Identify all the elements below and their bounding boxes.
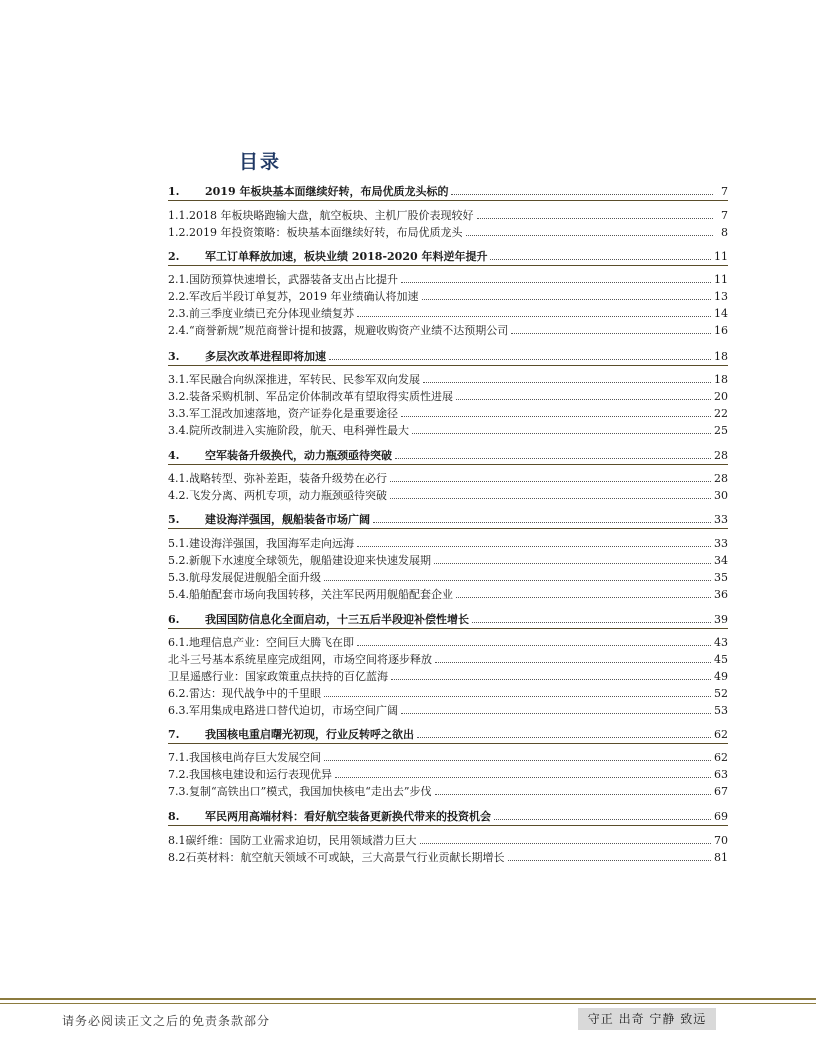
toc-entry-label: 新舰下水速度全球领先，舰船建设迎来快速发展期 [189, 554, 431, 567]
toc-dot-leader [494, 818, 711, 820]
toc-entry-page: 18 [714, 350, 728, 363]
toc-entry-page: 33 [714, 537, 728, 550]
toc-dot-leader [324, 759, 711, 761]
toc-dot-leader [456, 398, 711, 400]
toc-entry-label: 雷达：现代战争中的千里眼 [189, 687, 321, 700]
toc-dot-leader [324, 695, 711, 697]
toc-section-entry[interactable] [168, 609, 728, 626]
toc-dot-leader [390, 497, 711, 499]
toc-entry-label: 2018 年板块略跑输大盘，航空板块、主机厂股价表现较好 [189, 209, 474, 222]
toc-entry-page: 36 [714, 588, 728, 601]
toc-dot-leader [422, 298, 712, 300]
toc-entry-page: 7 [721, 209, 728, 222]
toc-section-entry[interactable] [168, 445, 728, 462]
toc-entry-number: 3.2. [168, 390, 189, 403]
toc-entry-label: 北斗三号基本系统星座完成组网，市场空间将逐步释放 [168, 653, 432, 666]
toc-entry-number: 7.1. [168, 751, 189, 764]
toc-entry-number: 5. [168, 513, 180, 526]
toc-entry-label: 多层次改革进程即将加速 [205, 350, 326, 363]
toc-subsection-entry[interactable] [168, 269, 728, 286]
toc-entry-page: 34 [714, 554, 728, 567]
toc-subsection-entry[interactable] [168, 683, 728, 700]
toc-subsection-entry[interactable] [168, 533, 728, 550]
toc-entry-label: 我国核电尚存巨大发展空间 [189, 751, 321, 764]
toc-entry-number: 8.1 [168, 834, 186, 847]
toc-entry-label: 航母发展促进舰船全面升级 [189, 571, 321, 584]
toc-title: 目录 [239, 151, 282, 173]
toc-entry-label: 院所改制进入实施阶段，航天、电科弹性最大 [189, 424, 409, 437]
toc-dot-leader [466, 234, 714, 236]
toc-section-entry[interactable] [168, 246, 728, 263]
toc-subsection-entry[interactable] [168, 847, 728, 864]
toc-entry-number: 7.2. [168, 768, 189, 781]
toc-entry-label: 船舶配套市场向我国转移，关注军民两用舰船配套企业 [189, 588, 453, 601]
toc-subsection-entry[interactable] [168, 700, 728, 717]
toc-section-entry[interactable] [168, 346, 728, 363]
toc-entry-number: 3.4. [168, 424, 189, 437]
toc-entry-label: 战略转型、弥补差距，装备升级势在必行 [189, 472, 387, 485]
toc-dot-leader [456, 596, 711, 598]
toc-entry-number: 2.2. [168, 290, 189, 303]
toc-entry-label: 2019 年投资策略：板块基本面继续好转，布局优质龙头 [189, 226, 463, 239]
toc-dot-leader [357, 545, 711, 547]
footer-divider [0, 998, 816, 1000]
toc-entry-label: 前三季度业绩已充分体现业绩复苏 [189, 307, 354, 320]
toc-entry-number: 3.3. [168, 407, 189, 420]
toc-subsection-entry[interactable] [168, 764, 728, 781]
toc-entry-label: 碳纤维：国防工业需求迫切，民用领域潜力巨大 [185, 834, 417, 847]
toc-dot-leader [417, 736, 711, 738]
toc-entry-page: 69 [714, 810, 728, 823]
toc-entry-number: 4. [168, 449, 180, 462]
toc-subsection-entry[interactable] [168, 403, 728, 420]
toc-subsection-entry[interactable] [168, 550, 728, 567]
toc-subsection-entry[interactable] [168, 303, 728, 320]
toc-entry-label: 2019 年板块基本面继续好转，布局优质龙头标的 [205, 185, 449, 198]
toc-entry-label: 军用集成电路进口替代迫切，市场空间广阔 [189, 704, 398, 717]
toc-dot-leader [477, 217, 714, 219]
toc-dot-leader [390, 480, 711, 482]
toc-dot-leader [511, 332, 711, 334]
toc-dot-leader [508, 859, 712, 861]
toc-entry-number: 5.1. [168, 537, 189, 550]
toc-entry-label: 我国核电重启曙光初现，行业反转呼之欲出 [205, 728, 414, 741]
footer-disclaimer: 请务必阅读正文之后的免责条款部分 [62, 1014, 271, 1028]
toc-entry-label: 建设海洋强国，我国海军走向远海 [189, 537, 354, 550]
toc-entry-number: 7. [168, 728, 180, 741]
toc-entry-number: 4.1. [168, 472, 189, 485]
toc-dot-leader [423, 381, 711, 383]
toc-subsection-entry[interactable] [168, 666, 728, 683]
toc-dot-leader [401, 281, 711, 283]
toc-entry-page: 67 [714, 785, 728, 798]
toc-entry-page: 16 [714, 324, 728, 337]
toc-subsection-entry[interactable] [168, 320, 728, 337]
toc-subsection-entry[interactable] [168, 781, 728, 798]
toc-entry-page: 62 [714, 728, 728, 741]
toc-entry-page: 11 [714, 250, 728, 263]
toc-subsection-entry[interactable] [168, 420, 728, 437]
toc-dot-leader [490, 258, 711, 260]
toc-entry-number: 2.4. [168, 324, 189, 337]
toc-entry-page: 30 [714, 489, 728, 502]
toc-entry-page: 49 [714, 670, 728, 683]
toc-entry-number: 2. [168, 250, 180, 263]
toc-entry-label: 我国国防信息化全面启动，十三五后半段迎补偿性增长 [205, 613, 469, 626]
toc-subsection-entry[interactable] [168, 369, 728, 386]
toc-section-entry[interactable] [168, 806, 728, 823]
toc-entry-page: 63 [714, 768, 728, 781]
toc-entry-page: 28 [714, 449, 728, 462]
toc-dot-leader [324, 579, 711, 581]
toc-dot-leader [357, 644, 711, 646]
toc-dot-leader [329, 358, 711, 360]
toc-entry-page: 13 [714, 290, 728, 303]
toc-entry-number: 5.3. [168, 571, 189, 584]
footer-motto: 守正 出奇 宁静 致远 [578, 1008, 716, 1030]
toc-entry-label: 军民融合向纵深推进，军转民、民参军双向发展 [189, 373, 420, 386]
toc-dot-leader [434, 562, 711, 564]
toc-entry-page: 28 [714, 472, 728, 485]
toc-dot-leader [451, 193, 713, 195]
toc-entry-page: 25 [714, 424, 728, 437]
toc-section-entry[interactable] [168, 724, 728, 741]
toc-entry-number: 2.1. [168, 273, 189, 286]
toc-entry-page: 81 [714, 851, 728, 864]
toc-entry-label: 军民两用高端材料：看好航空装备更新换代带来的投资机会 [205, 810, 491, 823]
toc-entry-label: 复制“高铁出口”模式，我国加快核电“走出去”步伐 [189, 785, 432, 798]
toc-dot-leader [373, 521, 711, 523]
toc-entry-page: 20 [714, 390, 728, 403]
toc-entry-label: 石英材料：航空航天领域不可或缺，三大高景气行业贡献长期增长 [185, 851, 505, 864]
toc-dot-leader [335, 776, 711, 778]
toc-entry-label: 装备采购机制、军品定价体制改革有望取得实质性进展 [189, 390, 453, 403]
toc-subsection-entry[interactable] [168, 632, 728, 649]
toc-entry-number: 3. [168, 350, 180, 363]
toc-entry-label: 地理信息产业：空间巨大腾飞在即 [189, 636, 354, 649]
toc-entry-number: 4.2. [168, 489, 189, 502]
toc-entry-page: 62 [714, 751, 728, 764]
toc-entry-page: 45 [714, 653, 728, 666]
toc-entry-page: 11 [714, 273, 728, 286]
toc-subsection-entry[interactable] [168, 205, 728, 222]
toc-subsection-entry[interactable] [168, 222, 728, 239]
toc-subsection-entry[interactable] [168, 649, 728, 666]
toc-entry-label: “商誉新规”规范商誉计提和披露，规避收购资产业绩不达预期公司 [189, 324, 509, 337]
toc-entry-page: 52 [714, 687, 728, 700]
toc-entry-number: 1. [168, 185, 180, 198]
toc-section-entry[interactable] [168, 181, 728, 198]
toc-dot-leader [435, 793, 712, 795]
toc-section-entry[interactable] [168, 509, 728, 526]
toc-entry-page: 35 [714, 571, 728, 584]
toc-entry-label: 军工订单释放加速，板块业绩 2018-2020 年料逆年提升 [205, 250, 488, 263]
toc-entry-number: 6.1. [168, 636, 189, 649]
toc-entry-label: 空军装备升级换代，动力瓶颈亟待突破 [205, 449, 392, 462]
toc-entry-number: 6.3. [168, 704, 189, 717]
toc-entry-label: 军改后半段订单复苏，2019 年业绩确认将加速 [189, 290, 419, 303]
toc-entry-number: 7.3. [168, 785, 189, 798]
toc-dot-leader [435, 661, 711, 663]
toc-entry-page: 8 [721, 226, 728, 239]
toc-entry-number: 5.4. [168, 588, 189, 601]
toc-entry-page: 70 [714, 834, 728, 847]
toc-dot-leader [412, 432, 711, 434]
toc-dot-leader [401, 415, 711, 417]
toc-entry-number: 6. [168, 613, 180, 626]
toc-entry-label: 飞发分离、两机专项，动力瓶颈亟待突破 [189, 489, 387, 502]
toc-entry-number: 1.2. [168, 226, 189, 239]
toc-entry-label: 卫星遥感行业：国家政策重点扶持的百亿蓝海 [168, 670, 388, 683]
toc-dot-leader [357, 315, 711, 317]
toc-entry-number: 8.2 [168, 851, 186, 864]
toc-entry-label: 建设海洋强国，舰船装备市场广阔 [205, 513, 370, 526]
toc-subsection-entry[interactable] [168, 386, 728, 403]
toc-subsection-entry[interactable] [168, 468, 728, 485]
toc-entry-number: 1.1. [168, 209, 189, 222]
toc-subsection-entry[interactable] [168, 485, 728, 502]
toc-entry-page: 39 [714, 613, 728, 626]
toc-dot-leader [391, 678, 711, 680]
toc-entry-page: 18 [714, 373, 728, 386]
toc-dot-leader [472, 621, 711, 623]
toc-entry-number: 3.1. [168, 373, 189, 386]
toc-entry-page: 22 [714, 407, 728, 420]
toc-subsection-entry[interactable] [168, 286, 728, 303]
toc-subsection-entry[interactable] [168, 567, 728, 584]
toc-subsection-entry[interactable] [168, 830, 728, 847]
toc-entry-number: 6.2. [168, 687, 189, 700]
toc-dot-leader [420, 842, 712, 844]
toc-entry-label: 军工混改加速落地，资产证券化是重要途径 [189, 407, 398, 420]
toc-entry-number: 8. [168, 810, 180, 823]
toc-dot-leader [395, 457, 711, 459]
footer-divider-thin [0, 1003, 816, 1004]
toc-entry-page: 33 [714, 513, 728, 526]
toc-entry-page: 7 [721, 185, 728, 198]
toc-entry-page: 53 [714, 704, 728, 717]
toc-entry-page: 14 [714, 307, 728, 320]
toc-entry-label: 我国核电建设和运行表现优异 [189, 768, 332, 781]
toc-entry-label: 国防预算快速增长，武器装备支出占比提升 [189, 273, 398, 286]
toc-dot-leader [401, 712, 711, 714]
toc-subsection-entry[interactable] [168, 747, 728, 764]
toc-entry-page: 43 [714, 636, 728, 649]
toc-entry-number: 2.3. [168, 307, 189, 320]
toc-entry-number: 5.2. [168, 554, 189, 567]
toc-subsection-entry[interactable] [168, 584, 728, 601]
